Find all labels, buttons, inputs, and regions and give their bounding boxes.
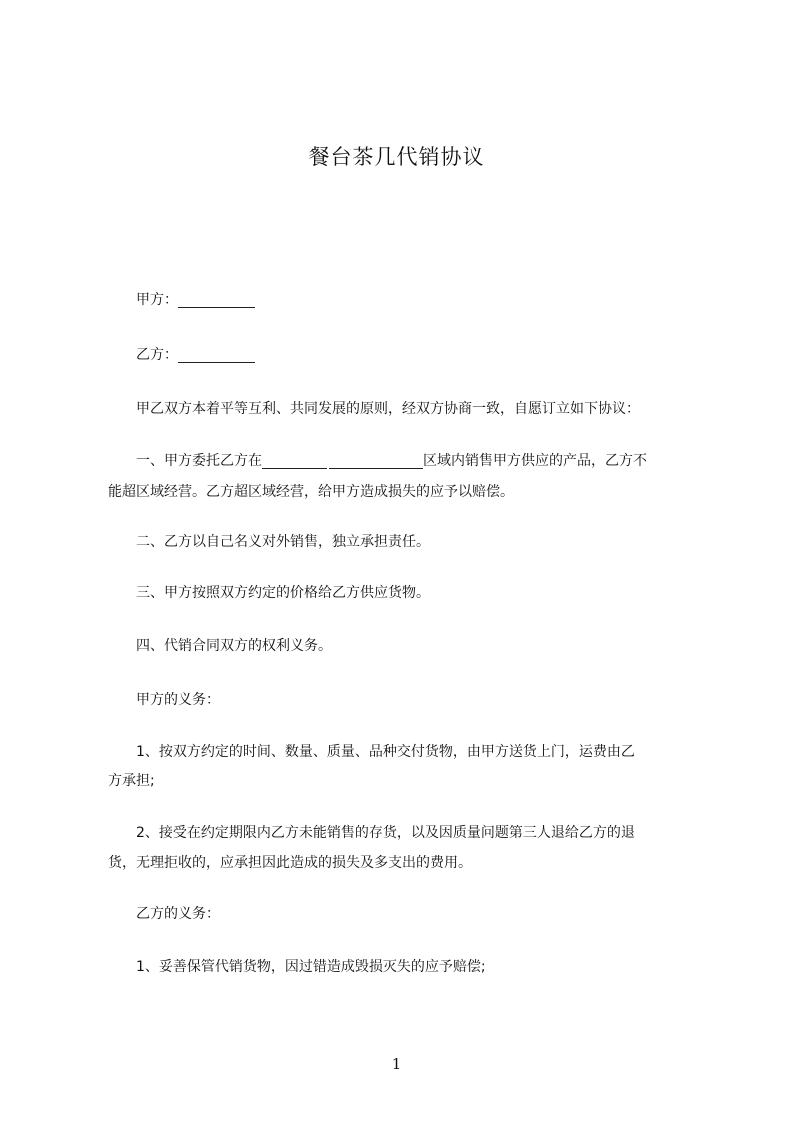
party-b-duties-heading: 乙方的义务： [136, 906, 220, 922]
clause1-blank-2 [329, 452, 423, 469]
clause4: 四、代销合同双方的权利义务。 [136, 638, 332, 654]
clause3: 三、甲方按照双方约定的价格给乙方供应货物。 [136, 585, 430, 601]
party-a-line [136, 285, 736, 316]
party-a-duty1-line2: 方承担; [108, 773, 155, 789]
party-a-label: 甲方： [136, 292, 178, 308]
party-b-duty1: 1、妥善保管代销货物，因过错造成毁损灭失的应予赔偿; [136, 959, 486, 975]
clause1-line2: 能超区域经营。乙方超区域经营，给甲方造成损失的应予以赔偿。 [108, 484, 514, 500]
clause1-prefix: 一、甲方委托乙方在 [136, 453, 262, 469]
document-title: 餐台茶几代销协议 [308, 145, 485, 169]
clause1-rest: 区域内销售甲方供应的产品，乙方不 [423, 453, 647, 469]
clause1-blank-1 [262, 452, 327, 469]
intro-paragraph: 甲乙双方本着平等互利、共同发展的原则，经双方协商一致，自愿订立如下协议： [136, 401, 640, 417]
party-a-duty2-line1: 2、接受在约定期限内乙方未能销售的存货，以及因质量问题第三人退给乙方的退 [136, 825, 635, 841]
party-b-line [136, 340, 736, 371]
party-b-label: 乙方： [136, 347, 178, 363]
party-a-duties-heading: 甲方的义务： [136, 692, 220, 708]
party-a-duty1-line1: 1、按双方约定的时间、数量、质量、品种交付货物，由甲方送货上门，运费由乙 [136, 744, 635, 760]
page-number: 1 [391, 1055, 402, 1073]
clause1-line1 [136, 446, 736, 477]
clause2: 二、乙方以自己名义对外销售，独立承担责任。 [136, 534, 430, 550]
party-b-blank [178, 346, 255, 363]
party-a-duty2-line2: 货，无理拒收的，应承担因此造成的损失及多支出的费用。 [108, 855, 472, 871]
party-a-blank [178, 291, 255, 308]
